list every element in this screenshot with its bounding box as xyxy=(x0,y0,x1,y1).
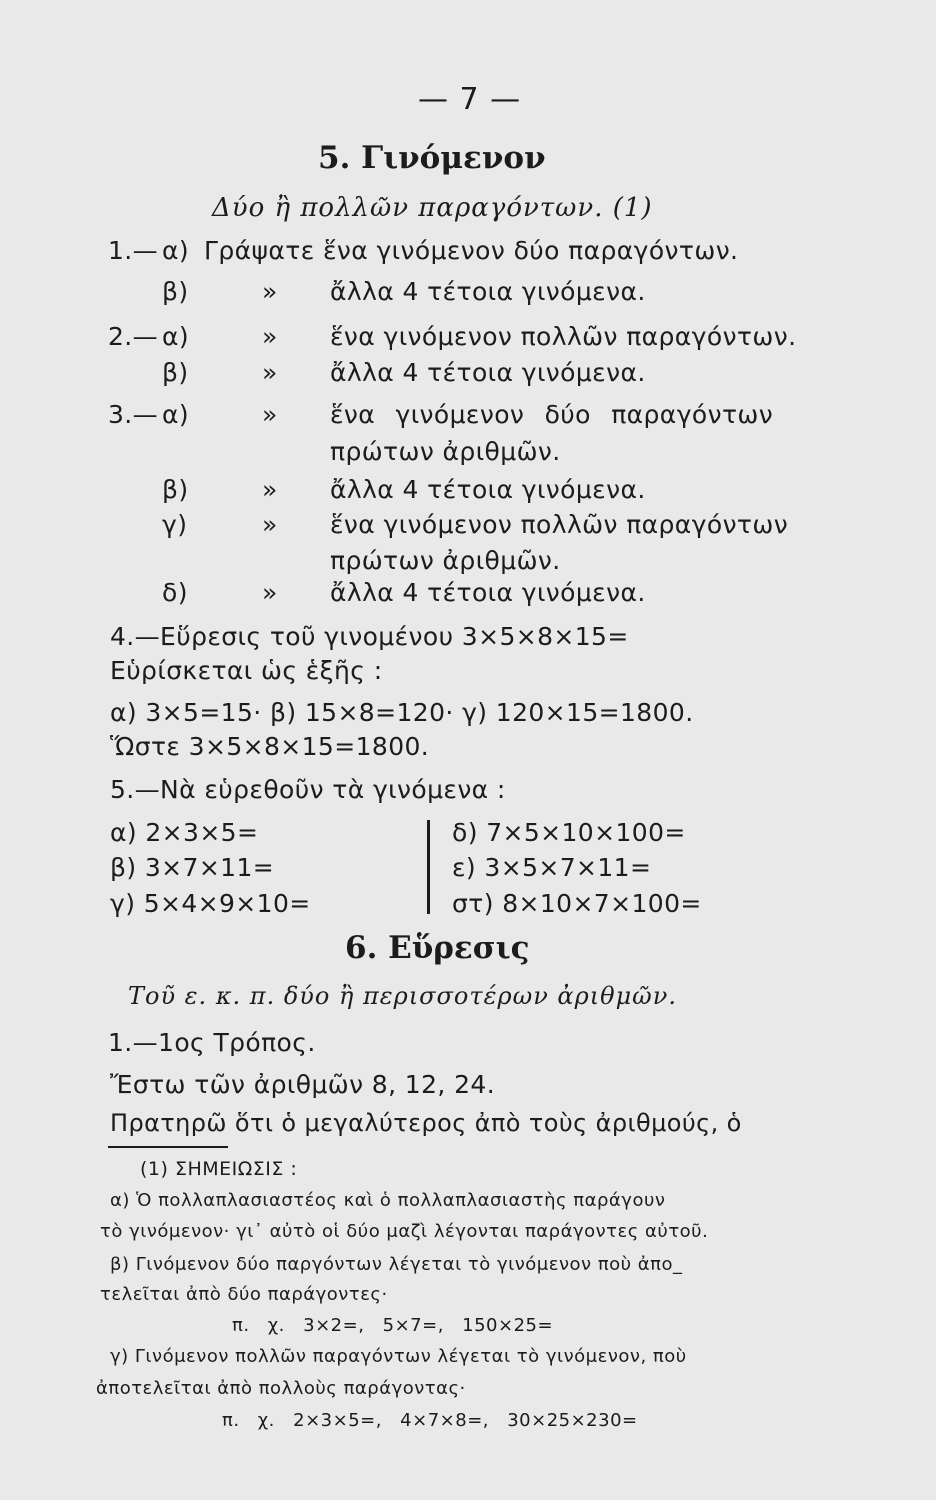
exercise-letter: β) xyxy=(162,277,189,306)
ditto-mark: » xyxy=(262,475,278,504)
exercise-text: πρώτων ἀριθμῶν. xyxy=(330,546,561,575)
method-heading: 1.—1ος Τρόπος. xyxy=(108,1028,316,1057)
footnote-line: γ) Γινόμενον πολλῶν παραγόντων λέγεται τὸ γινόμενον, ποὺ xyxy=(110,1346,687,1367)
footnote-title: (1) ΣΗΜΕΙΩΣΙΣ : xyxy=(140,1158,298,1180)
exercise-number: 3.— xyxy=(108,400,159,429)
ditto-mark: » xyxy=(262,277,278,306)
exercise-text: Γράψατε ἕνα γινόμενον δύο παραγόντων. xyxy=(204,236,739,265)
section-6-text: Πρατηρῶ ὅτι ὁ μεγαλύτερος ἀπὸ τοὺς ἀριθμούς, ὁ xyxy=(110,1109,742,1137)
exercise-text: ἕνα γινόμενον πολλῶν παραγόντων. xyxy=(330,322,797,351)
exercise-4-line: 4.—Εὕρεσις τοῦ γινομένου 3×5×8×15= xyxy=(110,622,629,651)
exercise-number: 2.— xyxy=(108,322,159,351)
exercise-letter: α) xyxy=(162,236,190,265)
footnote-line: π. χ. 3×2=, 5×7=, 150×25= xyxy=(232,1315,554,1336)
exercise-5-item: β) 3×7×11= xyxy=(110,853,275,882)
footnote-line: π. χ. 2×3×5=, 4×7×8=, 30×25×230= xyxy=(222,1410,638,1431)
exercise-5-title: 5.—Νὰ εὑρεθοῦν τὰ γινόμενα : xyxy=(110,775,506,804)
exercise-text: ἕνα γινόμενον πολλῶν παραγόντων xyxy=(330,510,789,539)
exercise-5-item: δ) 7×5×10×100= xyxy=(452,818,686,847)
exercise-number: 1.— xyxy=(108,236,159,265)
ditto-mark: » xyxy=(262,400,278,429)
section-6-text: Ἔστω τῶν ἀριθμῶν 8, 12, 24. xyxy=(110,1070,496,1099)
exercise-5-item: α) 2×3×5= xyxy=(110,818,259,847)
ditto-mark: » xyxy=(262,578,278,607)
section-5-subheading: Δύο ἢ πολλῶν παραγόντων. (1) xyxy=(212,193,653,223)
footnote-line: τὸ γινόμενον· γι᾽ αὐτὸ οἱ δύο μαζὶ λέγονται παράγοντες αὐτοῦ. xyxy=(100,1221,709,1242)
footnote-line: τελεῖται ἀπὸ δύο παράγοντες· xyxy=(100,1284,388,1305)
section-6-subheading: Τοῦ ε. κ. π. δύο ἢ περισσοτέρων ἀριθμῶν. xyxy=(128,982,677,1010)
exercise-text: ἄλλα 4 τέτοια γινόμενα. xyxy=(330,475,646,504)
column-divider xyxy=(427,820,430,914)
section-6-heading: 6. Εὕρεσις xyxy=(345,930,530,966)
exercise-5-item: στ) 8×10×7×100= xyxy=(452,889,702,918)
exercise-text: ἄλλα 4 τέτοια γινόμενα. xyxy=(330,358,646,387)
exercise-letter: β) xyxy=(162,475,189,504)
exercise-4-line: Εὑρίσκεται ὡς ἑξῆς : xyxy=(110,656,383,685)
exercise-letter: β) xyxy=(162,358,189,387)
ditto-mark: » xyxy=(262,322,278,351)
exercise-4-line: α) 3×5=15· β) 15×8=120· γ) 120×15=1800. xyxy=(110,698,694,727)
exercise-letter: γ) xyxy=(162,510,188,539)
exercise-text: ἕνα γινόμενον δύο παραγόντων xyxy=(330,400,774,429)
page-number: — 7 — xyxy=(418,82,522,117)
ditto-mark: » xyxy=(262,358,278,387)
footnote-line: ἀποτελεῖται ἀπὸ πολλοὺς παράγοντας· xyxy=(96,1378,466,1399)
exercise-text: ἄλλα 4 τέτοια γινόμενα. xyxy=(330,578,646,607)
footnote-line: β) Γινόμενον δύο παργόντων λέγεται τὸ γινόμενον ποὺ ἀπο_ xyxy=(110,1254,683,1275)
exercise-letter: α) xyxy=(162,322,190,351)
exercise-text: ἄλλα 4 τέτοια γινόμενα. xyxy=(330,277,646,306)
exercise-4-line: Ὥστε 3×5×8×15=1800. xyxy=(110,732,430,761)
exercise-text: πρώτων ἀριθμῶν. xyxy=(330,437,561,466)
exercise-5-item: γ) 5×4×9×10= xyxy=(110,889,311,918)
section-5-heading: 5. Γινόμενον xyxy=(318,140,546,176)
footnote-rule xyxy=(108,1146,228,1148)
exercise-letter: δ) xyxy=(162,578,188,607)
ditto-mark: » xyxy=(262,510,278,539)
exercise-letter: α) xyxy=(162,400,190,429)
exercise-5-item: ε) 3×5×7×11= xyxy=(452,853,652,882)
footnote-line: α) Ὁ πολλαπλασιαστέος καὶ ὁ πολλαπλασιαστὴς παράγουν xyxy=(110,1190,666,1211)
